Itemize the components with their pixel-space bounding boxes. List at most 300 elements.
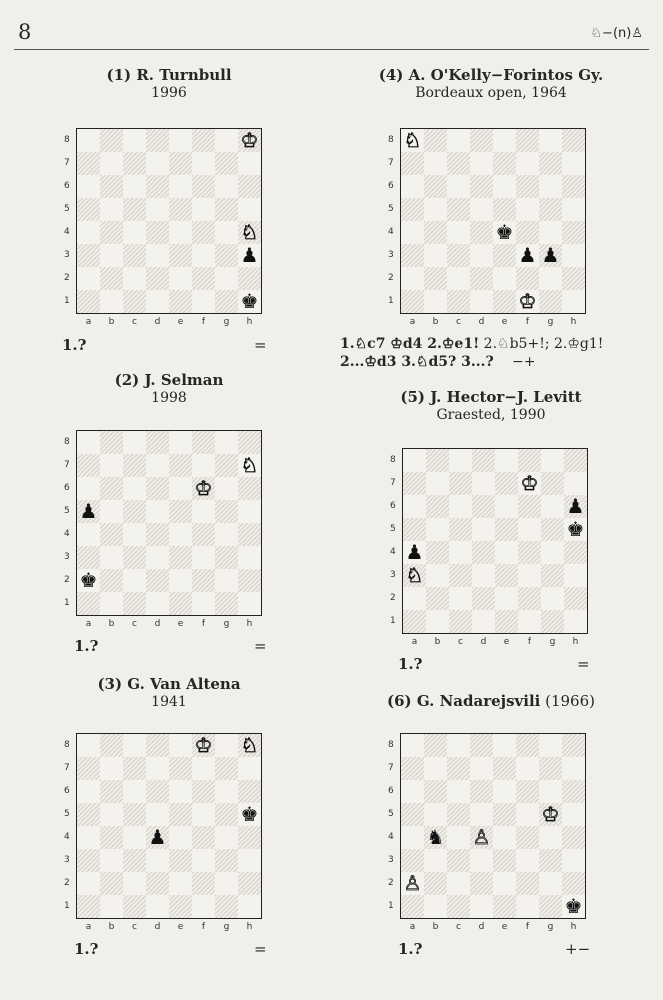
square-a7	[403, 472, 426, 495]
square-d1	[470, 290, 493, 313]
file-label: c	[132, 922, 137, 932]
square-g2	[215, 267, 238, 290]
square-f8	[192, 129, 215, 152]
square-h5	[562, 803, 585, 826]
square-a3	[77, 546, 100, 569]
square-f5	[192, 198, 215, 221]
piece-black-f3: ♟	[518, 243, 537, 267]
square-b1	[100, 895, 123, 918]
square-c6	[123, 780, 146, 803]
rank-label: 1	[64, 901, 70, 911]
square-f2	[516, 872, 539, 895]
piece-black-d4: ♟	[148, 825, 167, 849]
file-label: f	[525, 922, 530, 932]
square-a6	[401, 780, 424, 803]
square-b8	[424, 129, 447, 152]
file-label: h	[246, 317, 253, 327]
square-a8	[401, 734, 424, 757]
square-c8	[123, 129, 146, 152]
file-label: d	[478, 317, 485, 327]
file-label: a	[409, 922, 416, 932]
square-b3	[100, 849, 123, 872]
square-g4	[215, 221, 238, 244]
square-h8	[238, 431, 261, 454]
square-h7	[238, 454, 261, 477]
square-d4	[472, 541, 495, 564]
square-b5	[424, 198, 447, 221]
square-f3	[192, 849, 215, 872]
square-a8	[77, 431, 100, 454]
square-d4	[146, 221, 169, 244]
diagram-subtitle: 1996	[151, 85, 187, 101]
square-g7	[539, 757, 562, 780]
square-d2	[470, 267, 493, 290]
square-f7	[516, 152, 539, 175]
square-d6	[146, 175, 169, 198]
square-c3	[449, 564, 472, 587]
diagram-4	[376, 66, 606, 102]
square-d8	[470, 734, 493, 757]
square-b1	[100, 592, 123, 615]
square-d2	[146, 267, 169, 290]
square-g8	[215, 129, 238, 152]
square-e7	[493, 757, 516, 780]
rank-label: 8	[388, 135, 394, 145]
file-label: f	[525, 317, 530, 327]
square-d7	[146, 152, 169, 175]
rank-label: 3	[64, 552, 70, 562]
square-b4	[424, 826, 447, 849]
file-label: a	[85, 619, 92, 629]
square-h4	[562, 826, 585, 849]
square-b8	[100, 734, 123, 757]
result: =	[254, 940, 267, 958]
square-e5	[169, 198, 192, 221]
square-h8	[238, 129, 261, 152]
square-g4	[541, 541, 564, 564]
piece-black-h1: ♚	[564, 894, 583, 918]
square-e5	[493, 198, 516, 221]
square-a3	[403, 564, 426, 587]
file-label: g	[547, 317, 554, 327]
file-label: h	[246, 619, 253, 629]
file-label: b	[108, 922, 115, 932]
square-f2	[192, 267, 215, 290]
square-b7	[424, 152, 447, 175]
result: =	[254, 336, 267, 354]
square-f3	[192, 244, 215, 267]
rank-label: 4	[64, 832, 70, 842]
square-c7	[123, 454, 146, 477]
square-c4	[123, 523, 146, 546]
square-d3	[146, 849, 169, 872]
square-e1	[169, 895, 192, 918]
square-f1	[192, 592, 215, 615]
square-b8	[100, 129, 123, 152]
square-g2	[541, 587, 564, 610]
square-g1	[541, 610, 564, 633]
square-h1	[562, 290, 585, 313]
diagram-title: (4) A. O'Kelly−Forintos Gy.	[378, 66, 604, 84]
square-g3	[215, 546, 238, 569]
square-f8	[516, 734, 539, 757]
square-b6	[100, 477, 123, 500]
rank-label: 4	[390, 547, 396, 557]
square-e5	[169, 500, 192, 523]
square-e6	[169, 477, 192, 500]
square-g3	[539, 849, 562, 872]
piece-black-e4: ♚	[495, 220, 514, 244]
square-b4	[426, 541, 449, 564]
file-label: c	[132, 317, 137, 327]
square-b5	[100, 803, 123, 826]
square-f3	[516, 244, 539, 267]
square-f2	[518, 587, 541, 610]
square-a1	[77, 290, 100, 313]
square-f2	[192, 569, 215, 592]
square-d5	[472, 518, 495, 541]
square-a7	[77, 454, 100, 477]
square-a5	[77, 803, 100, 826]
square-f5	[192, 803, 215, 826]
file-label: d	[154, 922, 161, 932]
square-h7	[564, 472, 587, 495]
square-a5	[401, 198, 424, 221]
file-label: e	[501, 317, 508, 327]
square-g5	[215, 198, 238, 221]
diagram-5	[376, 388, 606, 424]
square-e4	[169, 826, 192, 849]
diagram-title: (1) R. Turnbull	[106, 66, 232, 84]
diagram-title: (2) J. Selman	[114, 371, 224, 389]
square-b2	[426, 587, 449, 610]
rank-label: 1	[390, 616, 396, 626]
piece-white-a8: ♘	[403, 128, 422, 152]
square-h4	[238, 523, 261, 546]
square-e7	[169, 454, 192, 477]
square-c7	[447, 152, 470, 175]
square-c1	[123, 592, 146, 615]
square-c8	[123, 734, 146, 757]
square-b2	[100, 569, 123, 592]
square-d8	[470, 129, 493, 152]
square-h2	[562, 267, 585, 290]
square-a5	[403, 518, 426, 541]
square-c4	[123, 826, 146, 849]
move-prompt: 1.?	[74, 940, 99, 958]
square-e8	[169, 431, 192, 454]
file-label: b	[432, 317, 439, 327]
square-b6	[100, 175, 123, 198]
move-prompt: 1.?	[74, 637, 99, 655]
rank-label: 2	[64, 575, 70, 585]
square-a2	[403, 587, 426, 610]
square-g6	[541, 495, 564, 518]
square-e3	[169, 849, 192, 872]
square-b4	[100, 523, 123, 546]
square-e6	[169, 780, 192, 803]
square-e3	[169, 244, 192, 267]
square-g6	[539, 175, 562, 198]
square-c5	[449, 518, 472, 541]
rank-label: 4	[388, 227, 394, 237]
square-d5	[146, 198, 169, 221]
file-label: e	[503, 637, 510, 647]
square-d3	[472, 564, 495, 587]
square-h3	[238, 849, 261, 872]
square-h6	[238, 477, 261, 500]
result: =	[577, 655, 590, 673]
rank-label: 8	[390, 455, 396, 465]
square-f1	[192, 290, 215, 313]
square-f1	[192, 895, 215, 918]
square-b8	[424, 734, 447, 757]
rank-label: 3	[64, 250, 70, 260]
square-d8	[472, 449, 495, 472]
square-f8	[192, 734, 215, 757]
square-c6	[123, 175, 146, 198]
square-h5	[238, 198, 261, 221]
square-g5	[215, 500, 238, 523]
chess-board	[400, 733, 586, 919]
file-label: g	[223, 317, 230, 327]
square-a4	[403, 541, 426, 564]
square-f8	[192, 431, 215, 454]
square-h6	[238, 175, 261, 198]
square-e8	[169, 734, 192, 757]
file-label: h	[570, 317, 577, 327]
square-a6	[401, 175, 424, 198]
square-h1	[238, 290, 261, 313]
square-c2	[449, 587, 472, 610]
diagram-subtitle: 1941	[151, 694, 187, 710]
file-label: d	[478, 922, 485, 932]
square-h6	[238, 780, 261, 803]
square-c3	[123, 849, 146, 872]
square-f6	[192, 477, 215, 500]
square-d3	[146, 546, 169, 569]
square-g5	[215, 803, 238, 826]
file-label: f	[201, 922, 206, 932]
header-rule	[14, 49, 649, 50]
square-g1	[215, 895, 238, 918]
solution-line-2: 2...♔d3 3.♘d5? 3...?	[340, 354, 494, 370]
square-b5	[424, 803, 447, 826]
square-c8	[123, 431, 146, 454]
square-e3	[495, 564, 518, 587]
file-label: a	[85, 922, 92, 932]
diagram-subtitle: Graested, 1990	[436, 407, 546, 423]
square-g5	[539, 198, 562, 221]
file-label: f	[201, 619, 206, 629]
square-f5	[518, 518, 541, 541]
square-c4	[123, 221, 146, 244]
square-d4	[470, 826, 493, 849]
square-b4	[424, 221, 447, 244]
square-e7	[493, 152, 516, 175]
result: =	[254, 637, 267, 655]
square-a7	[401, 757, 424, 780]
chess-board	[76, 128, 262, 314]
rank-label: 5	[64, 506, 70, 516]
square-d7	[146, 454, 169, 477]
square-d8	[146, 734, 169, 757]
square-a1	[77, 592, 100, 615]
square-c7	[123, 757, 146, 780]
rank-label: 2	[64, 878, 70, 888]
square-f3	[516, 849, 539, 872]
square-f7	[516, 757, 539, 780]
square-g2	[215, 872, 238, 895]
square-b1	[426, 610, 449, 633]
square-h1	[564, 610, 587, 633]
diagram-subtitle: Bordeaux open, 1964	[415, 85, 567, 101]
square-d8	[146, 129, 169, 152]
square-e2	[169, 872, 192, 895]
rank-label: 7	[64, 158, 70, 168]
square-d1	[146, 592, 169, 615]
square-b1	[100, 290, 123, 313]
file-label: c	[456, 317, 461, 327]
rank-label: 4	[64, 529, 70, 539]
chess-board	[402, 448, 588, 634]
square-b8	[426, 449, 449, 472]
square-d1	[470, 895, 493, 918]
rank-label: 3	[64, 855, 70, 865]
diagram-title: (3) G. Van Altena	[97, 675, 241, 693]
rank-label: 1	[388, 296, 394, 306]
square-g8	[215, 431, 238, 454]
square-h3	[564, 564, 587, 587]
square-a1	[403, 610, 426, 633]
file-label: e	[177, 317, 184, 327]
square-b3	[426, 564, 449, 587]
square-h5	[238, 803, 261, 826]
square-h6	[564, 495, 587, 518]
file-label: e	[501, 922, 508, 932]
piece-white-h8: ♔	[240, 128, 259, 152]
rank-label: 1	[64, 598, 70, 608]
square-c1	[449, 610, 472, 633]
square-f7	[192, 152, 215, 175]
square-c6	[449, 495, 472, 518]
square-e2	[495, 587, 518, 610]
square-e8	[493, 734, 516, 757]
rank-label: 2	[390, 593, 396, 603]
square-a7	[77, 757, 100, 780]
rank-label: 3	[388, 855, 394, 865]
square-g8	[539, 129, 562, 152]
file-label: e	[177, 619, 184, 629]
rank-label: 3	[388, 250, 394, 260]
rank-label: 5	[64, 204, 70, 214]
file-label: c	[456, 922, 461, 932]
file-label: b	[108, 317, 115, 327]
square-c7	[123, 152, 146, 175]
rank-label: 5	[388, 809, 394, 819]
square-g1	[539, 895, 562, 918]
square-f1	[518, 610, 541, 633]
square-c1	[123, 895, 146, 918]
square-d2	[146, 872, 169, 895]
square-e1	[495, 610, 518, 633]
square-b3	[100, 546, 123, 569]
square-c4	[447, 826, 470, 849]
square-c5	[123, 198, 146, 221]
square-c1	[447, 290, 470, 313]
square-d7	[470, 757, 493, 780]
square-e1	[169, 592, 192, 615]
square-b1	[424, 290, 447, 313]
rank-label: 3	[390, 570, 396, 580]
piece-black-h1: ♚	[240, 289, 259, 313]
square-b7	[100, 757, 123, 780]
chess-board	[76, 733, 262, 919]
piece-black-h5: ♚	[240, 802, 259, 826]
square-c2	[447, 267, 470, 290]
rank-label: 7	[64, 460, 70, 470]
square-h2	[562, 872, 585, 895]
square-g1	[539, 290, 562, 313]
square-b2	[424, 267, 447, 290]
square-a5	[401, 803, 424, 826]
piece-black-h5: ♚	[566, 517, 585, 541]
rank-label: 1	[388, 901, 394, 911]
square-a2	[401, 872, 424, 895]
square-a2	[77, 872, 100, 895]
piece-white-h7: ♘	[240, 453, 259, 477]
file-label: c	[132, 619, 137, 629]
rank-label: 6	[388, 181, 394, 191]
square-h5	[238, 500, 261, 523]
square-b4	[100, 221, 123, 244]
square-e5	[493, 803, 516, 826]
square-a6	[403, 495, 426, 518]
square-a1	[401, 290, 424, 313]
square-b8	[100, 431, 123, 454]
square-d5	[470, 198, 493, 221]
square-h6	[562, 780, 585, 803]
square-e5	[169, 803, 192, 826]
square-g3	[541, 564, 564, 587]
square-f8	[516, 129, 539, 152]
square-g2	[215, 569, 238, 592]
square-e2	[169, 569, 192, 592]
square-g2	[539, 872, 562, 895]
square-g7	[215, 454, 238, 477]
piece-white-f6: ♔	[194, 476, 213, 500]
square-a5	[77, 500, 100, 523]
square-g7	[215, 757, 238, 780]
square-g4	[215, 523, 238, 546]
square-h1	[562, 895, 585, 918]
piece-white-d4: ♙	[472, 825, 491, 849]
file-label: h	[572, 637, 579, 647]
square-d7	[472, 472, 495, 495]
square-c6	[447, 175, 470, 198]
square-a3	[77, 244, 100, 267]
square-g8	[541, 449, 564, 472]
square-c5	[447, 198, 470, 221]
piece-black-h3: ♟	[240, 243, 259, 267]
move-prompt: 1.?	[62, 336, 87, 354]
square-g7	[215, 152, 238, 175]
square-b7	[424, 757, 447, 780]
square-a2	[401, 267, 424, 290]
square-e3	[493, 849, 516, 872]
square-f4	[516, 826, 539, 849]
square-g3	[539, 244, 562, 267]
